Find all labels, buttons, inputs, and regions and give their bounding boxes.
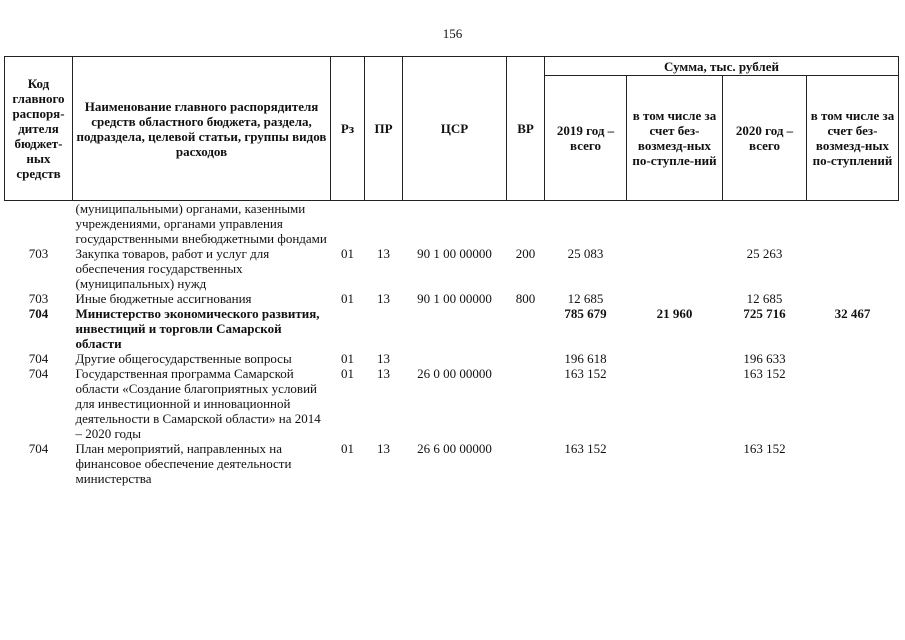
- header-csr: ЦСР: [403, 57, 507, 201]
- row-pr: [365, 306, 403, 351]
- header-2020-free: в том числе за счет без-возмезд-ных по-ступлений: [807, 76, 899, 201]
- row-pr: 13: [377, 441, 390, 456]
- header-sum: Сумма, тыс. рублей: [545, 57, 899, 76]
- row-code: [5, 201, 73, 247]
- row-2020-total: 25 263: [746, 246, 783, 261]
- row-rz: 01: [341, 291, 354, 306]
- row-pr: 13: [377, 366, 390, 381]
- row-vr: [507, 441, 545, 486]
- row-2019-total: 785 679: [564, 306, 607, 321]
- row-2020-free: [807, 291, 899, 306]
- row-name: Закупка товаров, работ и услуг для обеспечения государственных (муниципальных) нужд: [75, 246, 270, 291]
- row-vr: 800: [515, 291, 536, 306]
- row-name: Иные бюджетные ассигнования: [75, 291, 252, 306]
- header-name: Наименование главного распорядителя средств областного бюджета, раздела, подраздела, целевой статьи, группы видов расходов: [73, 57, 331, 201]
- row-code: 704: [28, 351, 49, 366]
- header-2020-total: 2020 год – всего: [723, 76, 807, 201]
- row-2019-total: 163 152: [564, 441, 607, 456]
- row-rz: 01: [341, 366, 354, 381]
- row-2020-total: 12 685: [746, 291, 783, 306]
- table-row: [5, 291, 899, 306]
- header-2019-free: в том числе за счет без-возмезд-ных по-ступле-ний: [627, 76, 723, 201]
- row-2020-free: [807, 351, 899, 366]
- row-2019-free: [627, 246, 723, 291]
- table-row: [5, 351, 899, 366]
- header-rz: Рз: [331, 57, 365, 201]
- row-pr: 13: [377, 246, 390, 261]
- table-row: [5, 306, 899, 351]
- row-2019-free: 21 960: [656, 306, 693, 321]
- row-csr: 26 0 00 00000: [417, 366, 492, 381]
- row-2019-total: 163 152: [564, 366, 607, 381]
- row-code: 704: [28, 441, 49, 456]
- row-pr: 13: [377, 351, 390, 366]
- row-2019-free: [627, 351, 723, 366]
- row-rz: 01: [341, 351, 354, 366]
- row-2020-free: [807, 441, 899, 486]
- row-rz: 01: [341, 441, 354, 456]
- row-vr: [507, 366, 545, 441]
- row-2019-total: 12 685: [567, 291, 604, 306]
- row-code: 704: [28, 366, 49, 381]
- row-2020-total: 725 716: [743, 306, 786, 321]
- row-csr: 90 1 00 00000: [417, 246, 492, 261]
- row-name: Другие общегосударственные вопросы: [75, 351, 292, 366]
- row-csr: [403, 351, 507, 366]
- row-rz: 01: [341, 246, 354, 261]
- header-pr: ПР: [365, 57, 403, 201]
- budget-table: [4, 56, 899, 486]
- row-pr: [365, 201, 403, 247]
- row-2020-total: 163 152: [743, 366, 786, 381]
- page-number: 156: [442, 26, 463, 41]
- row-2019-free: [627, 366, 723, 441]
- row-2020-total: 163 152: [743, 441, 786, 456]
- row-2020-total: 196 633: [743, 351, 786, 366]
- row-rz: [331, 306, 365, 351]
- row-name: (муниципальными) органами, казенными учреждениями, органами управления государственными внебюджетными фондами: [75, 201, 327, 246]
- row-vr: 200: [515, 246, 536, 261]
- row-2019-free: [627, 291, 723, 306]
- row-2020-free: [807, 366, 899, 441]
- row-vr: [507, 201, 545, 247]
- row-2019-free: [627, 441, 723, 486]
- row-csr: 26 6 00 00000: [417, 441, 492, 456]
- row-csr: [403, 306, 507, 351]
- row-vr: [507, 306, 545, 351]
- row-2019-total: 196 618: [564, 351, 607, 366]
- row-pr: 13: [377, 291, 390, 306]
- header-code: Код главного распоря-дителя бюджет-ных средств: [5, 57, 73, 201]
- row-2020-free: [807, 201, 899, 247]
- row-2020-free: 32 467: [834, 306, 871, 321]
- header-2019-total: 2019 год – всего: [545, 76, 627, 201]
- row-2019-total: [545, 201, 627, 247]
- row-2020-total: [723, 201, 807, 247]
- table-row: [5, 441, 899, 486]
- row-name: План мероприятий, направленных на финансовое обеспечение деятельности министерства: [75, 441, 292, 486]
- row-code: 704: [28, 306, 49, 321]
- row-name: Министерство экономического развития, инвестиций и торговли Самарской области: [75, 306, 320, 351]
- row-code: 703: [28, 291, 49, 306]
- row-csr: 90 1 00 00000: [417, 291, 492, 306]
- row-name: Государственная программа Самарской области «Создание благоприятных условий для инвестиционной и инновационной деятельности в Самарской области» на 2014 – 2020 годы: [75, 366, 321, 441]
- row-code: 703: [28, 246, 49, 261]
- row-rz: [331, 201, 365, 247]
- row-2019-total: 25 083: [567, 246, 604, 261]
- row-2020-free: [807, 246, 899, 291]
- table-row: [5, 201, 899, 247]
- table-row: [5, 246, 899, 291]
- row-vr: [507, 351, 545, 366]
- header-vr: ВР: [507, 57, 545, 201]
- table-row: [5, 366, 899, 441]
- row-csr: [403, 201, 507, 247]
- row-2019-free: [627, 201, 723, 247]
